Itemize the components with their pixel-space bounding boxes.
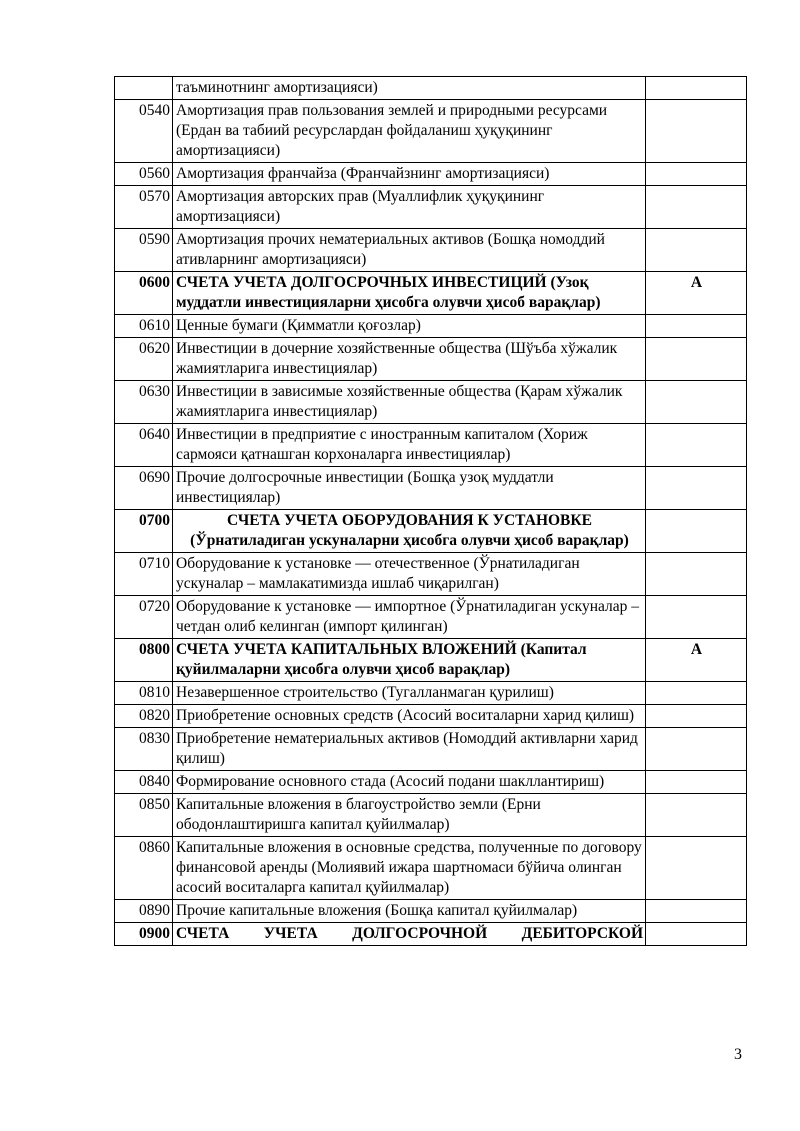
- table-row: [115, 163, 747, 186]
- table-row: [115, 467, 747, 510]
- account-description: Приобретение основных средств (Асосий воситаларни харид қилиш): [173, 705, 646, 728]
- account-description: Капитальные вложения в благоустройство земли (Ерни ободонлаштиришга капитал қуйилмалар): [173, 794, 646, 837]
- account-code: 0600: [115, 272, 173, 315]
- account-code: 0590: [115, 229, 173, 272]
- table-row: [115, 923, 747, 946]
- account-description: СЧЕТА УЧЕТА ДОЛГОСРОЧНОЙ ДЕБИТОРСКОЙ: [173, 923, 646, 946]
- table-row: [115, 381, 747, 424]
- account-description: Инвестиции в дочерние хозяйственные общества (Шўъба хўжалик жамиятларига инвестициялар): [173, 338, 646, 381]
- account-type-mark: [646, 229, 747, 272]
- account-description: Прочие долгосрочные инвестиции (Бошқа узоқ муддатли инвестициялар): [173, 467, 646, 510]
- accounts-table: [114, 76, 747, 946]
- table-row: [115, 553, 747, 596]
- account-type-mark: [646, 315, 747, 338]
- table-row: [115, 728, 747, 771]
- table-row: [115, 510, 747, 553]
- table-row: [115, 771, 747, 794]
- account-code: 0630: [115, 381, 173, 424]
- account-description: СЧЕТА УЧЕТА ОБОРУДОВАНИЯ К УСТАНОВКЕ (Ўрнатиладиган ускуналарни ҳисобга олувчи ҳисоб варақлар): [173, 510, 646, 553]
- account-type-mark: [646, 682, 747, 705]
- account-code: 0890: [115, 900, 173, 923]
- table-row: [115, 338, 747, 381]
- account-code: 0830: [115, 728, 173, 771]
- account-description: Инвестиции в зависимые хозяйственные общества (Қарам хўжалик жамиятларига инвестициялар): [173, 381, 646, 424]
- account-code: 0860: [115, 837, 173, 900]
- table-row: [115, 837, 747, 900]
- page-number: 3: [734, 1046, 742, 1063]
- account-type-mark: [646, 553, 747, 596]
- account-code: 0720: [115, 596, 173, 639]
- account-code: 0610: [115, 315, 173, 338]
- account-description: таъминотнинг амортизацияси): [173, 77, 646, 100]
- account-code: 0800: [115, 639, 173, 682]
- account-code: 0710: [115, 553, 173, 596]
- table-row: [115, 424, 747, 467]
- table-row: [115, 596, 747, 639]
- table-row: [115, 229, 747, 272]
- account-code: 0640: [115, 424, 173, 467]
- account-code: 0560: [115, 163, 173, 186]
- accounts-table-body: [115, 77, 747, 946]
- table-row: [115, 794, 747, 837]
- account-code: 0820: [115, 705, 173, 728]
- account-type-mark: [646, 728, 747, 771]
- table-row: [115, 705, 747, 728]
- account-type-mark: А: [646, 639, 747, 682]
- account-code: 0840: [115, 771, 173, 794]
- account-code: 0900: [115, 923, 173, 946]
- account-code: 0540: [115, 100, 173, 163]
- table-row: [115, 77, 747, 100]
- account-type-mark: [646, 100, 747, 163]
- account-description: Формирование основного стада (Асосий подани шакллантириш): [173, 771, 646, 794]
- account-type-mark: [646, 771, 747, 794]
- account-type-mark: [646, 77, 747, 100]
- account-description: Оборудование к установке — импортное (Ўрнатиладиган ускуналар – четдан олиб келинган (импорт қилинган): [173, 596, 646, 639]
- table-row: [115, 682, 747, 705]
- table-row: [115, 272, 747, 315]
- account-type-mark: [646, 163, 747, 186]
- account-description: Инвестиции в предприятие с иностранным капиталом (Хориж сармояси қатнашган корхоналарга инвестициялар): [173, 424, 646, 467]
- account-type-mark: [646, 338, 747, 381]
- account-type-mark: [646, 596, 747, 639]
- account-description: Амортизация авторских прав (Муаллифлик ҳуқуқининг амортизацияси): [173, 186, 646, 229]
- account-code: 0690: [115, 467, 173, 510]
- table-row: [115, 315, 747, 338]
- account-code: 0700: [115, 510, 173, 553]
- account-description: Прочие капитальные вложения (Бошқа капитал қуйилмалар): [173, 900, 646, 923]
- account-code: 0810: [115, 682, 173, 705]
- account-type-mark: [646, 381, 747, 424]
- account-description: СЧЕТА УЧЕТА ДОЛГОСРОЧНЫХ ИНВЕСТИЦИЙ (Узоқ муддатли инвестицияларни ҳисобга олувчи ҳисоб варақлар): [173, 272, 646, 315]
- account-description: Приобретение нематериальных активов (Номоддий активларни харид қилиш): [173, 728, 646, 771]
- account-description: Капитальные вложения в основные средства, полученные по договору финансовой аренды (Молиявий ижара шартномаси бўйича олинган асосий воситаларга капитал қуйилмалар): [173, 837, 646, 900]
- table-row: [115, 639, 747, 682]
- account-description: Оборудование к установке — отечественное (Ўрнатиладиган ускуналар – мамлакатимизда ишлаб чиқарилган): [173, 553, 646, 596]
- table-row: [115, 100, 747, 163]
- account-description: Амортизация прав пользования землей и природными ресурсами (Ердан ва табиий ресурслардан фойдаланиш ҳуқуқининг амортизацияси): [173, 100, 646, 163]
- account-type-mark: [646, 705, 747, 728]
- account-description: Амортизация франчайза (Франчайзнинг амортизацияси): [173, 163, 646, 186]
- account-type-mark: [646, 510, 747, 553]
- account-description: СЧЕТА УЧЕТА КАПИТАЛЬНЫХ ВЛОЖЕНИЙ (Капитал қуйилмаларни ҳисобга олувчи ҳисоб варақлар): [173, 639, 646, 682]
- account-type-mark: [646, 424, 747, 467]
- table-row: [115, 186, 747, 229]
- account-code: 0850: [115, 794, 173, 837]
- account-code: 0620: [115, 338, 173, 381]
- account-type-mark: [646, 837, 747, 900]
- table-row: [115, 900, 747, 923]
- account-type-mark: [646, 186, 747, 229]
- account-description: Незавершенное строительство (Тугалланмаган қурилиш): [173, 682, 646, 705]
- account-code: [115, 77, 173, 100]
- account-type-mark: [646, 467, 747, 510]
- account-type-mark: А: [646, 272, 747, 315]
- account-description: Амортизация прочих нематериальных активов (Бошқа номоддий ативларнинг амортизацияси): [173, 229, 646, 272]
- account-code: 0570: [115, 186, 173, 229]
- account-type-mark: [646, 900, 747, 923]
- account-description: Ценные бумаги (Қимматли қоғозлар): [173, 315, 646, 338]
- account-type-mark: [646, 794, 747, 837]
- account-type-mark: [646, 923, 747, 946]
